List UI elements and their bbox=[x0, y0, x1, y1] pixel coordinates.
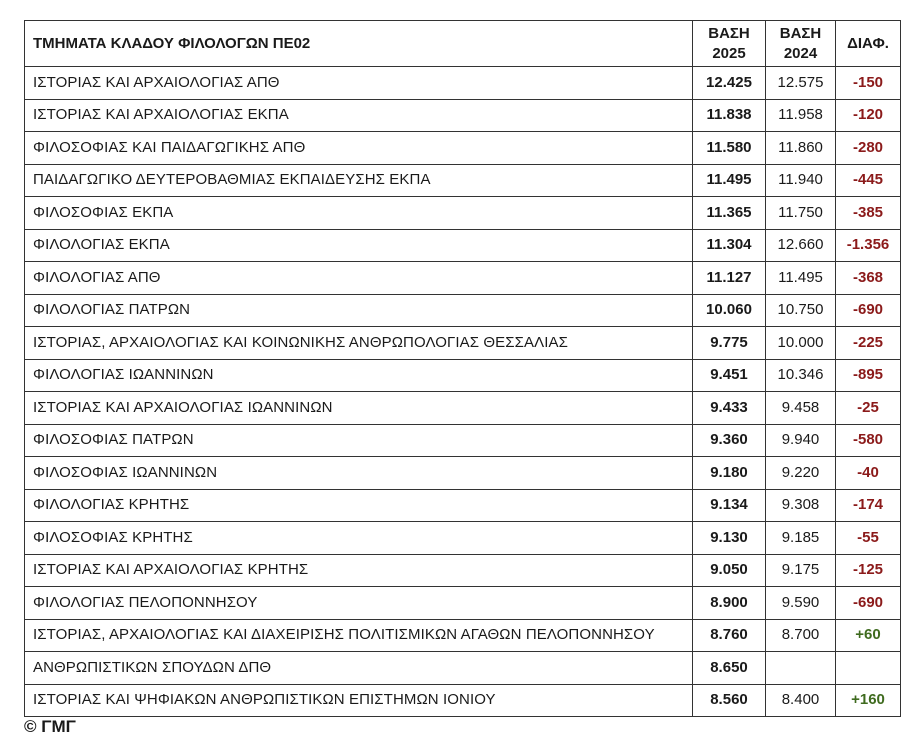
column-header-2024-line1: ΒΑΣΗ bbox=[779, 24, 822, 42]
department-name: ΦΙΛΟΛΟΓΙΑΣ ΠΑΤΡΩΝ bbox=[25, 294, 693, 327]
score-2025: 8.560 bbox=[693, 684, 766, 717]
score-2025: 9.451 bbox=[693, 359, 766, 392]
department-name: ΠΑΙΔΑΓΩΓΙΚΟ ΔΕΥΤΕΡΟΒΑΘΜΙΑΣ ΕΚΠΑΙΔΕΥΣΗΣ ΕΚΠΑ bbox=[25, 164, 693, 197]
score-difference: -40 bbox=[836, 457, 901, 490]
table-row bbox=[25, 359, 901, 392]
score-difference: -125 bbox=[836, 554, 901, 587]
score-2025: 9.775 bbox=[693, 327, 766, 360]
department-name: ΦΙΛΟΛΟΓΙΑΣ ΠΕΛΟΠΟΝΝΗΣΟΥ bbox=[25, 587, 693, 620]
table-row bbox=[25, 652, 901, 685]
table-row bbox=[25, 99, 901, 132]
score-difference: -225 bbox=[836, 327, 901, 360]
department-name: ΦΙΛΟΣΟΦΙΑΣ ΙΩΑΝΝΙΝΩΝ bbox=[25, 457, 693, 490]
department-name: ΦΙΛΟΛΟΓΙΑΣ ΙΩΑΝΝΙΝΩΝ bbox=[25, 359, 693, 392]
column-header-2025 bbox=[693, 21, 766, 67]
score-difference: -25 bbox=[836, 392, 901, 425]
score-difference: -690 bbox=[836, 587, 901, 620]
score-2025: 8.760 bbox=[693, 619, 766, 652]
column-header-2024 bbox=[766, 21, 836, 67]
score-2025: 9.433 bbox=[693, 392, 766, 425]
score-2025: 8.900 bbox=[693, 587, 766, 620]
header-row bbox=[25, 21, 901, 67]
table-title: ΤΜΗΜΑΤΑ ΚΛΑΔΟΥ ΦΙΛΟΛΟΓΩΝ ΠΕ02 bbox=[25, 21, 693, 67]
score-2024: 10.000 bbox=[766, 327, 836, 360]
score-difference: -445 bbox=[836, 164, 901, 197]
column-header-2025-line2: 2025 bbox=[712, 44, 746, 62]
score-2024: 11.495 bbox=[766, 262, 836, 295]
score-difference: -1.356 bbox=[836, 229, 901, 262]
department-name: ΙΣΤΟΡΙΑΣ, ΑΡΧΑΙΟΛΟΓΙΑΣ ΚΑΙ ΔΙΑΧΕΙΡΙΣΗΣ ΠΟΛΙΤΙΣΜΙΚΩΝ ΑΓΑΘΩΝ ΠΕΛΟΠΟΝΝΗΣΟΥ bbox=[25, 619, 693, 652]
score-2024: 12.660 bbox=[766, 229, 836, 262]
table-row bbox=[25, 457, 901, 490]
table-row bbox=[25, 554, 901, 587]
table-row bbox=[25, 392, 901, 425]
score-difference: -150 bbox=[836, 67, 901, 100]
department-name: ΦΙΛΟΣΟΦΙΑΣ ΕΚΠΑ bbox=[25, 197, 693, 230]
department-name: ΙΣΤΟΡΙΑΣ ΚΑΙ ΑΡΧΑΙΟΛΟΓΙΑΣ ΚΡΗΤΗΣ bbox=[25, 554, 693, 587]
score-2024: 10.346 bbox=[766, 359, 836, 392]
score-2025: 11.365 bbox=[693, 197, 766, 230]
score-2025: 12.425 bbox=[693, 67, 766, 100]
table-row bbox=[25, 67, 901, 100]
department-name: ΦΙΛΟΛΟΓΙΑΣ ΕΚΠΑ bbox=[25, 229, 693, 262]
score-difference: +60 bbox=[836, 619, 901, 652]
score-2024 bbox=[766, 652, 836, 685]
department-name: ΦΙΛΟΛΟΓΙΑΣ ΚΡΗΤΗΣ bbox=[25, 489, 693, 522]
column-header-diff: ΔΙΑΦ. bbox=[836, 21, 901, 67]
table-wrapper bbox=[24, 20, 900, 717]
table-row bbox=[25, 262, 901, 295]
score-2025: 11.495 bbox=[693, 164, 766, 197]
score-2025: 9.134 bbox=[693, 489, 766, 522]
score-2024: 9.220 bbox=[766, 457, 836, 490]
department-name: ΑΝΘΡΩΠΙΣΤΙΚΩΝ ΣΠΟΥΔΩΝ ΔΠΘ bbox=[25, 652, 693, 685]
score-2024: 9.458 bbox=[766, 392, 836, 425]
table-header bbox=[25, 21, 901, 67]
table-row bbox=[25, 489, 901, 522]
department-name: ΦΙΛΟΣΟΦΙΑΣ ΚΑΙ ΠΑΙΔΑΓΩΓΙΚΗΣ ΑΠΘ bbox=[25, 132, 693, 165]
score-2025: 9.050 bbox=[693, 554, 766, 587]
score-2024: 9.940 bbox=[766, 424, 836, 457]
score-2024: 9.308 bbox=[766, 489, 836, 522]
score-difference: -690 bbox=[836, 294, 901, 327]
score-difference: +160 bbox=[836, 684, 901, 717]
score-difference: -368 bbox=[836, 262, 901, 295]
score-2024: 10.750 bbox=[766, 294, 836, 327]
column-header-2025-line1: ΒΑΣΗ bbox=[708, 24, 750, 42]
score-2025: 11.127 bbox=[693, 262, 766, 295]
table-row bbox=[25, 197, 901, 230]
score-2025: 8.650 bbox=[693, 652, 766, 685]
score-2025: 11.580 bbox=[693, 132, 766, 165]
table-row bbox=[25, 132, 901, 165]
department-name: ΙΣΤΟΡΙΑΣ, ΑΡΧΑΙΟΛΟΓΙΑΣ ΚΑΙ ΚΟΙΝΩΝΙΚΗΣ ΑΝΘΡΩΠΟΛΟΓΙΑΣ ΘΕΣΣΑΛΙΑΣ bbox=[25, 327, 693, 360]
copyright-notice: © ΓΜΓ bbox=[24, 717, 76, 736]
score-difference bbox=[836, 652, 901, 685]
score-2024: 11.750 bbox=[766, 197, 836, 230]
score-2025: 10.060 bbox=[693, 294, 766, 327]
score-difference: -174 bbox=[836, 489, 901, 522]
department-name: ΙΣΤΟΡΙΑΣ ΚΑΙ ΨΗΦΙΑΚΩΝ ΑΝΘΡΩΠΙΣΤΙΚΩΝ ΕΠΙΣΤΗΜΩΝ ΙΟΝΙΟΥ bbox=[25, 684, 693, 717]
score-difference: -580 bbox=[836, 424, 901, 457]
table-row bbox=[25, 619, 901, 652]
column-header-2024-line2: 2024 bbox=[783, 44, 818, 62]
table-row bbox=[25, 684, 901, 717]
table-row bbox=[25, 327, 901, 360]
department-name: ΦΙΛΟΣΟΦΙΑΣ ΠΑΤΡΩΝ bbox=[25, 424, 693, 457]
scores-table bbox=[24, 20, 901, 717]
score-2025: 11.304 bbox=[693, 229, 766, 262]
score-difference: -895 bbox=[836, 359, 901, 392]
table-body bbox=[25, 67, 901, 717]
table-row bbox=[25, 522, 901, 555]
table-row bbox=[25, 294, 901, 327]
score-2024: 8.400 bbox=[766, 684, 836, 717]
score-2024: 9.175 bbox=[766, 554, 836, 587]
score-2024: 11.940 bbox=[766, 164, 836, 197]
score-2024: 11.860 bbox=[766, 132, 836, 165]
score-2025: 9.180 bbox=[693, 457, 766, 490]
table-row bbox=[25, 164, 901, 197]
score-2024: 9.590 bbox=[766, 587, 836, 620]
table-row bbox=[25, 424, 901, 457]
score-2025: 9.130 bbox=[693, 522, 766, 555]
score-2025: 9.360 bbox=[693, 424, 766, 457]
department-name: ΙΣΤΟΡΙΑΣ ΚΑΙ ΑΡΧΑΙΟΛΟΓΙΑΣ ΙΩΑΝΝΙΝΩΝ bbox=[25, 392, 693, 425]
table-row bbox=[25, 587, 901, 620]
department-name: ΙΣΤΟΡΙΑΣ ΚΑΙ ΑΡΧΑΙΟΛΟΓΙΑΣ ΕΚΠΑ bbox=[25, 99, 693, 132]
table-row bbox=[25, 229, 901, 262]
score-2024: 12.575 bbox=[766, 67, 836, 100]
department-name: ΦΙΛΟΣΟΦΙΑΣ ΚΡΗΤΗΣ bbox=[25, 522, 693, 555]
department-name: ΦΙΛΟΛΟΓΙΑΣ ΑΠΘ bbox=[25, 262, 693, 295]
score-difference: -280 bbox=[836, 132, 901, 165]
score-2024: 9.185 bbox=[766, 522, 836, 555]
score-difference: -385 bbox=[836, 197, 901, 230]
score-difference: -55 bbox=[836, 522, 901, 555]
department-name: ΙΣΤΟΡΙΑΣ ΚΑΙ ΑΡΧΑΙΟΛΟΓΙΑΣ ΑΠΘ bbox=[25, 67, 693, 100]
score-2025: 11.838 bbox=[693, 99, 766, 132]
score-difference: -120 bbox=[836, 99, 901, 132]
score-2024: 8.700 bbox=[766, 619, 836, 652]
score-2024: 11.958 bbox=[766, 99, 836, 132]
